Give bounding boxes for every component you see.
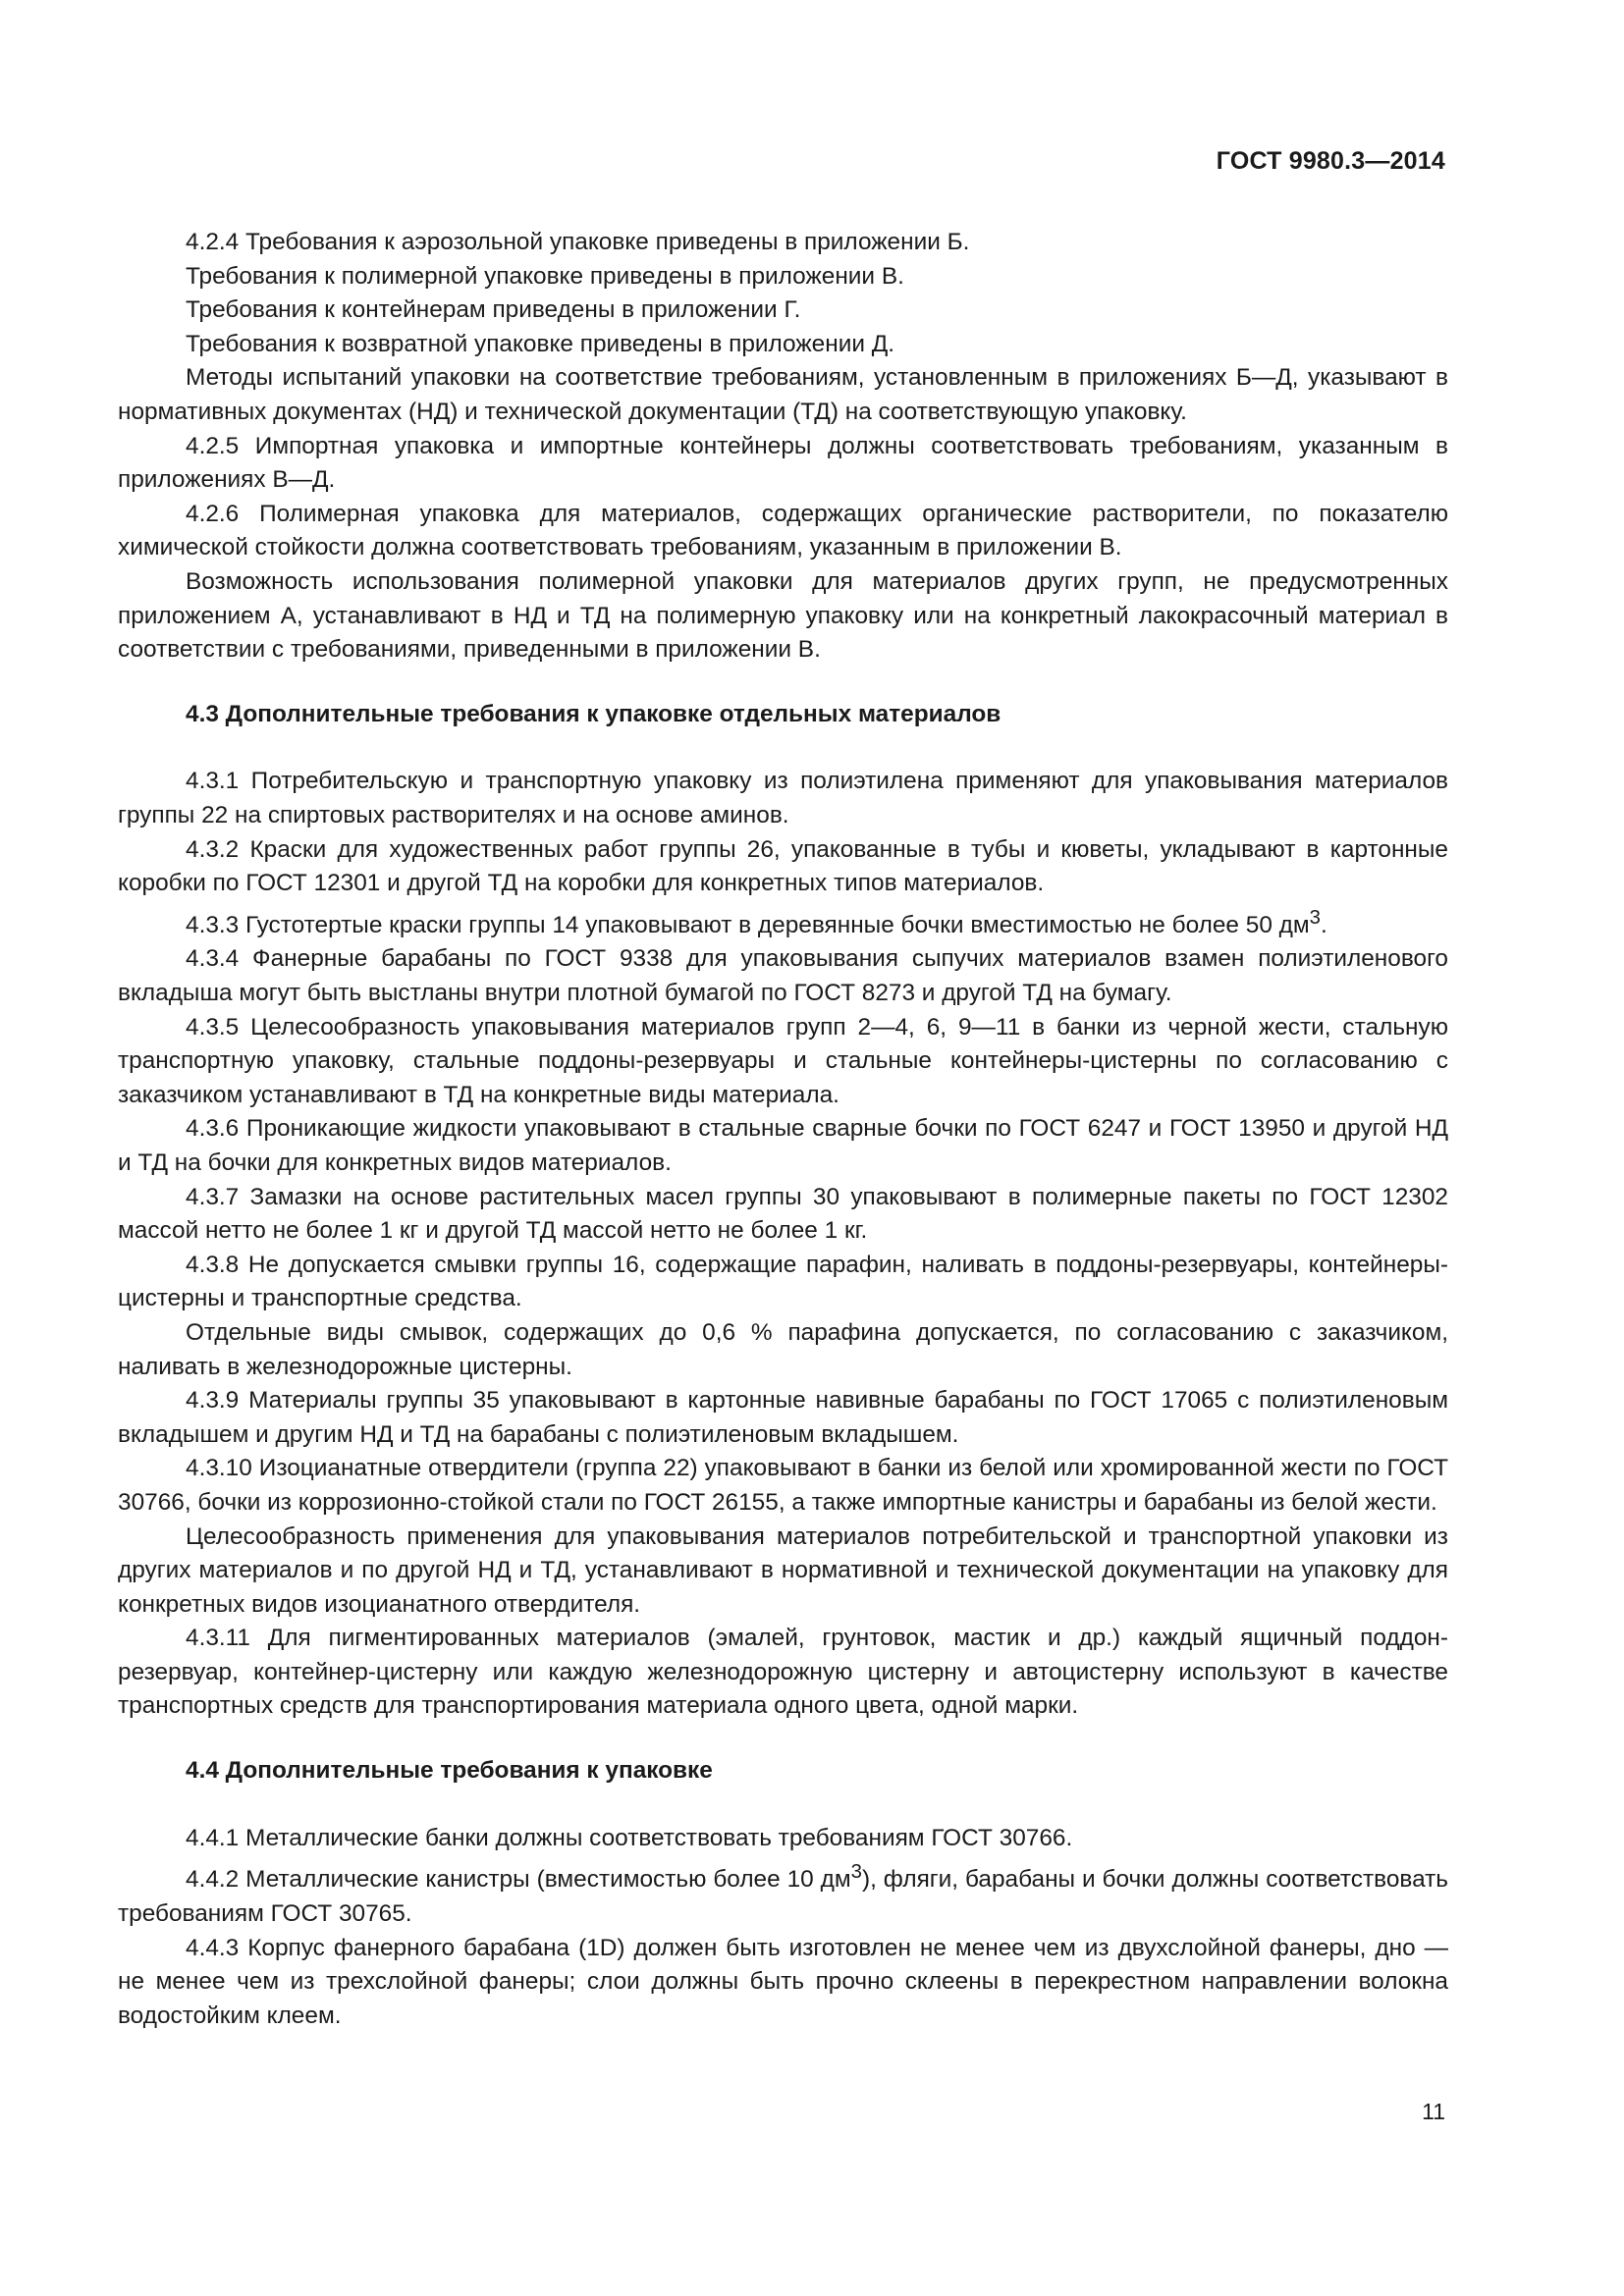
paragraph-4-3-2: 4.3.2 Краски для художественных работ группы 26, упакованные в тубы и кюветы, укладывают в картонные коробки по ГОСТ 12301 и другой ТД на коробки для конкретных типов материалов. [118,835,1448,897]
paragraph-polymer-req: Требования к полимерной упаковке приведены в приложении В. [186,262,904,290]
paragraph-wash-paraffin: Отдельные виды смывок, содержащих до 0,6 % парафина допускается, по согласованию с заказчиком, наливать в железнодорожные цистерны. [118,1318,1448,1380]
superscript-3: 3 [1309,906,1321,929]
section-heading-4-4: 4.4 Дополнительные требования к упаковке [186,1757,713,1785]
paragraph-test-methods: Методы испытаний упаковки на соответствие требованиям, установленным в приложениях Б—Д, указывают в нормативных документах (НД) и технической документации (ТД) на соответствующую упаковку. [118,364,1448,425]
paragraph-4-3-10: 4.3.10 Изоцианатные отвердители (группа 22) упаковывают в банки из белой или хромированной жести по ГОСТ 30766, бочки из коррозионно-стойкой стали по ГОСТ 26155, а также импортные канистры и барабаны из белой жести. [118,1455,1448,1516]
paragraph-4-3-7: 4.3.7 Замазки на основе растительных масел группы 30 упаковывают в полимерные пакеты по ГОСТ 12302 массой нетто не более 1 кг и другой ТД массой нетто не более 1 кг. [118,1183,1448,1245]
paragraph-container-req: Требования к контейнерам приведены в приложении Г. [186,296,801,324]
document-header: ГОСТ 9980.3—2014 [1216,147,1445,175]
paragraph-4-4-2-after: ), фляги, барабаны и бочки должны соответствовать требованиям ГОСТ 30765. [118,1866,1448,1927]
superscript-3: 3 [850,1861,862,1884]
paragraph-4-3-3-text: 4.3.3 Густотертые краски группы 14 упаковывают в деревянные бочки вместимостью не более 50 дм [186,911,1310,938]
paragraph-4-3-3 [118,901,1448,943]
paragraph-4-2-5: 4.2.5 Импортная упаковка и импортные контейнеры должны соответствовать требованиям, указанным в приложениях В—Д. [118,432,1448,494]
paragraph-polymer-other-groups: Возможность использования полимерной упаковки для материалов других групп, не предусмотренных приложением А, устанавливают в НД и ТД на полимерную упаковку или на конкретный лакокрасочный материал в соответствии с требованиями, приведенными в приложении В. [118,567,1448,664]
paragraph-4-4-1: 4.4.1 Металлические банки должны соответствовать требованиям ГОСТ 30766. [186,1824,1073,1851]
paragraph-4-3-4: 4.3.4 Фанерные барабаны по ГОСТ 9338 для упаковывания сыпучих материалов взамен полиэтиленового вкладыша могут быть выстланы внутри плотной бумагой по ГОСТ 8273 и другой ТД на бумагу. [118,945,1448,1006]
paragraph-4-2-4: 4.2.4 Требования к аэрозольной упаковке приведены в приложении Б. [186,229,970,255]
paragraph-4-3-3-tail: . [1320,911,1327,938]
paragraph-4-2-6: 4.2.6 Полимерная упаковка для материалов, содержащих органические растворители, по показателю химической стойкости должна соответствовать требованиям, указанным в приложении В. [118,500,1448,561]
paragraph-4-3-6: 4.3.6 Проникающие жидкости упаковывают в стальные сварные бочки по ГОСТ 6247 и ГОСТ 13950 и другой НД и ТД на бочки для конкретных видов материалов. [118,1115,1448,1176]
paragraph-4-4-2 [118,1855,1448,1931]
paragraph-4-4-3: 4.4.3 Корпус фанерного барабана (1D) должен быть изготовлен не менее чем из двухслойной фанеры, дно — не менее чем из трехслойной фанеры; слои должны быть прочно склеены в перекрестном направлении волокна водостойким клеем. [118,1934,1448,2029]
section-heading-4-3: 4.3 Дополнительные требования к упаковке отдельных материалов [186,700,1001,727]
paragraph-4-3-11: 4.3.11 Для пигментированных материалов (эмалей, грунтовок, мастик и др.) каждый ящичный поддон-резервуар, контейнер-цистерну или каждую железнодорожную цистерну и автоцистерну используют в качестве транспортных средств для транспортирования материала одного цвета, одной марки. [118,1625,1448,1720]
paragraph-4-3-8: 4.3.8 Не допускается смывки группы 16, содержащие парафин, наливать в поддоны-резервуары, контейнеры-цистерны и транспортные средства. [118,1251,1448,1312]
paragraph-returnable-req: Требования к возвратной упаковке приведены в приложении Д. [186,330,895,357]
document-body [118,226,1448,2033]
paragraph-4-3-5: 4.3.5 Целесообразность упаковывания материалов групп 2—4, 6, 9—11 в банки из черной жести, стальную транспортную упаковку, стальные поддоны-резервуары и стальные контейнеры-цистерны по согласованию с заказчиком устанавливают в ТД на конкретные виды материала. [118,1013,1448,1108]
page-number: 11 [1422,2099,1445,2124]
paragraph-4-3-9: 4.3.9 Материалы группы 35 упаковывают в картонные навивные барабаны по ГОСТ 17065 с полиэтиленовым вкладышем и другим НД и ТД на барабаны с полиэтиленовым вкладышем. [118,1387,1448,1448]
paragraph-4-3-1: 4.3.1 Потребительскую и транспортную упаковку из полиэтилена применяют для упаковывания материалов группы 22 на спиртовых растворителях и на основе аминов. [118,768,1448,828]
paragraph-isocyanate-packaging: Целесообразность применения для упаковывания материалов потребительской и транспортной упаковки из других материалов и по другой НД и ТД, устанавливают в нормативной и технической документации на упаковку для конкретных видов изоцианатного отвердителя. [118,1522,1448,1618]
paragraph-4-4-2-before: 4.4.2 Металлические канистры (вместимостью более 10 дм [186,1866,851,1894]
